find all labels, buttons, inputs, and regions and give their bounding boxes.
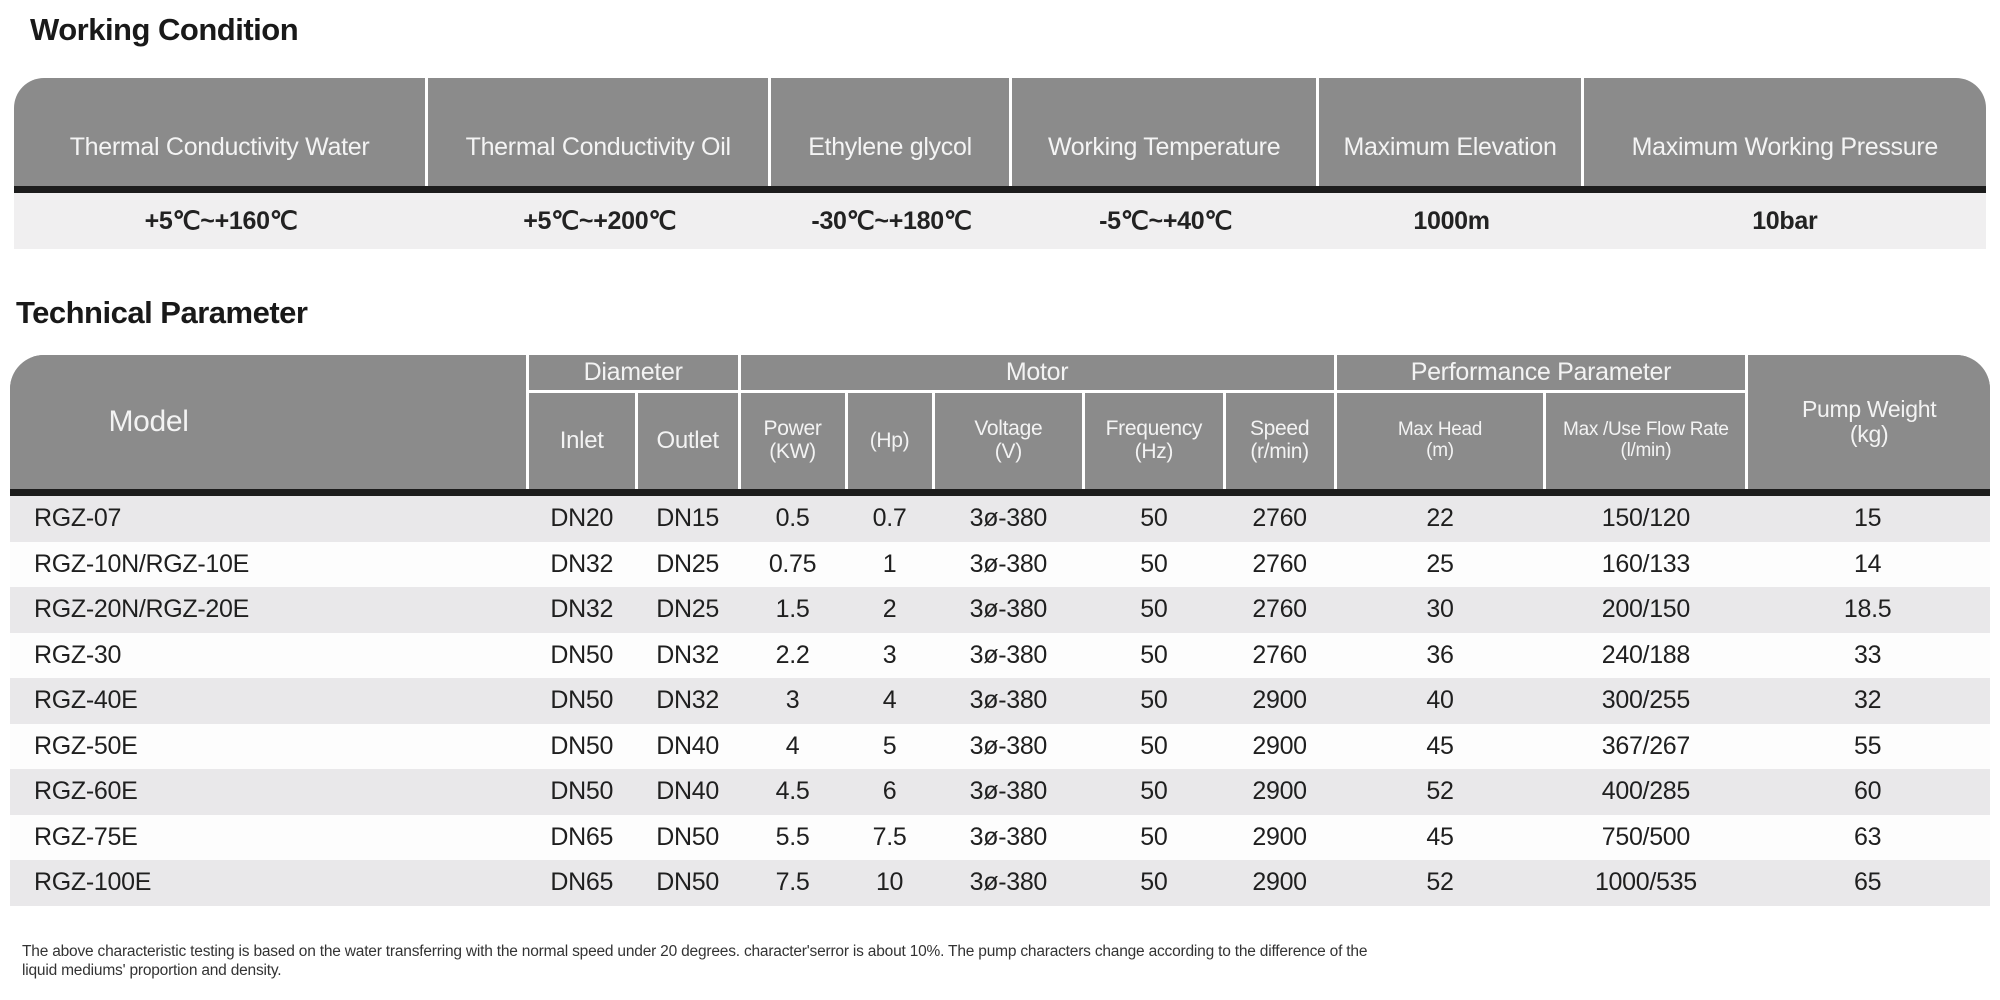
cell-inlet: DN20: [550, 504, 614, 533]
pump-weight-line1: Pump Weight: [1801, 395, 1937, 422]
cell-outlet: DN25: [656, 595, 719, 624]
cell-speed: 2760: [1252, 549, 1307, 578]
cell-hp: 2: [882, 595, 897, 624]
cell-pump-weight: 33: [1854, 640, 1882, 669]
table-row: [10, 724, 1990, 770]
performance-group-header: Performance Parameter: [1337, 355, 1749, 393]
cell-model: RGZ-100E: [34, 868, 152, 897]
cell-voltage: 3ø-380: [969, 777, 1048, 806]
cell-speed: 2760: [1252, 640, 1307, 669]
cell-flow-rate: 200/150: [1601, 595, 1691, 624]
cell-power-kw: 3: [785, 686, 800, 715]
cell-max-head: 45: [1426, 822, 1454, 851]
cell-hp: 5: [882, 731, 897, 760]
cell-pump-weight: 32: [1854, 686, 1882, 715]
working-condition-value-row: [14, 193, 1986, 249]
table-row: [10, 769, 1990, 815]
cell-flow-rate: 300/255: [1601, 686, 1691, 715]
cell-power-kw: 0.5: [775, 504, 810, 533]
table-row: [10, 496, 1990, 542]
cell-flow-rate: 240/188: [1601, 640, 1691, 669]
cell-pump-weight: 14: [1854, 549, 1882, 578]
cell-hp: 6: [882, 777, 897, 806]
sub-header-line1: (Hp): [869, 428, 910, 452]
cell-pump-weight: 15: [1854, 504, 1882, 533]
working-condition-title: Working Condition: [30, 12, 299, 47]
working-condition-header-row: [14, 78, 1986, 193]
technical-parameter-body: [10, 496, 1990, 906]
sub-header-line2: (r/min): [1250, 440, 1309, 463]
sub-header: [1337, 393, 1547, 489]
working-condition-column-header: Thermal Conductivity Water: [14, 78, 428, 186]
motor-group-header: Motor: [741, 355, 1337, 393]
diameter-group-header: Diameter: [529, 355, 741, 393]
pump-weight-header: [1748, 355, 1990, 489]
cell-outlet: DN32: [656, 640, 719, 669]
cell-flow-rate: 400/285: [1601, 777, 1691, 806]
sub-header-line1: Power: [763, 417, 822, 441]
cell-voltage: 3ø-380: [969, 686, 1048, 715]
cell-pump-weight: 63: [1854, 822, 1882, 851]
pump-weight-line2: (kg): [1849, 421, 1889, 447]
cell-frequency: 50: [1140, 777, 1168, 806]
cell-model: RGZ-07: [34, 504, 122, 533]
technical-parameter-title: Technical Parameter: [16, 295, 308, 330]
cell-max-head: 52: [1426, 868, 1454, 897]
technical-parameter-header: [10, 355, 1990, 496]
working-condition-value: -5℃~+40℃: [1099, 207, 1233, 235]
cell-hp: 1: [882, 549, 897, 578]
cell-hp: 10: [875, 868, 904, 897]
sub-header-line1: Voltage: [974, 417, 1043, 441]
cell-voltage: 3ø-380: [969, 822, 1048, 851]
cell-model: RGZ-30: [34, 640, 122, 669]
cell-voltage: 3ø-380: [969, 868, 1048, 897]
cell-speed: 2900: [1252, 777, 1307, 806]
sub-header-line1: Outlet: [656, 427, 719, 455]
cell-inlet: DN50: [550, 686, 614, 715]
cell-inlet: DN32: [550, 595, 614, 624]
cell-speed: 2760: [1252, 504, 1307, 533]
cell-outlet: DN50: [656, 868, 719, 897]
cell-outlet: DN50: [656, 822, 719, 851]
cell-model: RGZ-40E: [34, 686, 138, 715]
cell-max-head: 22: [1426, 504, 1454, 533]
cell-flow-rate: 1000/535: [1594, 868, 1697, 897]
sub-header-line1: Inlet: [559, 427, 604, 455]
cell-speed: 2900: [1252, 731, 1307, 760]
model-header: Model: [10, 355, 529, 489]
cell-voltage: 3ø-380: [969, 504, 1048, 533]
working-condition-value: -30℃~+180℃: [811, 207, 972, 235]
cell-inlet: DN50: [550, 777, 614, 806]
cell-frequency: 50: [1140, 549, 1168, 578]
working-condition-column-header: Working Temperature: [1012, 78, 1320, 186]
cell-hp: 4: [882, 686, 897, 715]
cell-speed: 2900: [1252, 686, 1307, 715]
sub-header-line2: (V): [994, 440, 1022, 463]
cell-max-head: 45: [1426, 731, 1454, 760]
cell-pump-weight: 60: [1854, 777, 1882, 806]
cell-inlet: DN32: [550, 549, 614, 578]
cell-max-head: 52: [1426, 777, 1454, 806]
cell-power-kw: 7.5: [775, 868, 810, 897]
table-row: [10, 815, 1990, 861]
cell-voltage: 3ø-380: [969, 549, 1048, 578]
cell-model: RGZ-50E: [34, 731, 138, 760]
sub-header-line1: Frequency: [1105, 417, 1203, 441]
table-row: [10, 542, 1990, 588]
sub-header: [529, 393, 638, 489]
cell-frequency: 50: [1140, 868, 1168, 897]
cell-power-kw: 4: [785, 731, 800, 760]
sub-header-line2: (Hz): [1134, 440, 1174, 463]
cell-power-kw: 1.5: [775, 595, 810, 624]
cell-power-kw: 5.5: [775, 822, 810, 851]
cell-max-head: 36: [1426, 640, 1454, 669]
cell-flow-rate: 160/133: [1601, 549, 1691, 578]
cell-flow-rate: 150/120: [1601, 504, 1691, 533]
cell-flow-rate: 367/267: [1601, 731, 1691, 760]
cell-max-head: 40: [1426, 686, 1454, 715]
sub-header: [848, 393, 935, 489]
cell-hp: 3: [882, 640, 897, 669]
sub-header: [935, 393, 1085, 489]
cell-model: RGZ-60E: [34, 777, 138, 806]
working-condition-table: [14, 78, 1986, 249]
working-condition-value: +5℃~+200℃: [523, 207, 677, 235]
cell-power-kw: 4.5: [775, 777, 810, 806]
sub-header-line1: Max Head: [1397, 419, 1483, 441]
table-row: [10, 587, 1990, 633]
working-condition-column-header: Ethylene glycol: [771, 78, 1012, 186]
cell-inlet: DN50: [550, 640, 614, 669]
cell-speed: 2900: [1252, 822, 1307, 851]
working-condition-column-header: Maximum Elevation: [1319, 78, 1583, 186]
cell-max-head: 30: [1426, 595, 1454, 624]
cell-power-kw: 2.2: [775, 640, 810, 669]
cell-frequency: 50: [1140, 504, 1168, 533]
cell-inlet: DN65: [550, 822, 614, 851]
working-condition-value: 10bar: [1752, 206, 1818, 235]
sub-header: [741, 393, 848, 489]
cell-frequency: 50: [1140, 595, 1168, 624]
cell-model: RGZ-10N/RGZ-10E: [34, 549, 249, 578]
cell-outlet: DN40: [656, 731, 719, 760]
cell-voltage: 3ø-380: [969, 595, 1048, 624]
technical-parameter-table: [10, 355, 1990, 906]
cell-max-head: 25: [1426, 549, 1454, 578]
table-row: [10, 633, 1990, 679]
sub-header-line2: (KW): [769, 440, 816, 463]
cell-voltage: 3ø-380: [969, 640, 1048, 669]
sub-header: [1085, 393, 1226, 489]
working-condition-value: 1000m: [1413, 206, 1490, 235]
cell-frequency: 50: [1140, 822, 1168, 851]
sub-header: [1226, 393, 1337, 489]
cell-outlet: DN32: [656, 686, 719, 715]
cell-hp: 0.7: [872, 504, 907, 533]
cell-hp: 7.5: [872, 822, 907, 851]
working-condition-column-header: Maximum Working Pressure: [1631, 133, 1938, 161]
cell-model: RGZ-75E: [34, 822, 138, 851]
cell-frequency: 50: [1140, 640, 1168, 669]
cell-flow-rate: 750/500: [1601, 822, 1691, 851]
cell-frequency: 50: [1140, 686, 1168, 715]
sub-header-line2: (l/min): [1620, 440, 1672, 461]
cell-speed: 2760: [1252, 595, 1307, 624]
cell-inlet: DN65: [550, 868, 614, 897]
footnote: The above characteristic testing is based on the water transferring with the normal speed under 20 degrees. character'serror is about 10%. The pump characters change according to the difference of the liquid mediums' proportion and density.: [22, 942, 1368, 979]
cell-outlet: DN40: [656, 777, 719, 806]
cell-outlet: DN15: [656, 504, 719, 533]
cell-frequency: 50: [1140, 731, 1168, 760]
table-row: [10, 860, 1990, 906]
sub-header-line1: Max /Use Flow Rate: [1563, 419, 1729, 441]
cell-power-kw: 0.75: [768, 549, 817, 578]
cell-pump-weight: 65: [1854, 868, 1882, 897]
sub-header: [1546, 393, 1748, 489]
cell-model: RGZ-20N/RGZ-20E: [34, 595, 249, 624]
cell-pump-weight: 55: [1854, 731, 1882, 760]
sub-header-line1: Speed: [1249, 417, 1310, 441]
table-row: [10, 678, 1990, 724]
sub-header-line2: (m): [1426, 440, 1454, 461]
sub-header: [638, 393, 741, 489]
working-condition-column-header: Thermal Conductivity Oil: [428, 78, 771, 186]
cell-inlet: DN50: [550, 731, 614, 760]
cell-outlet: DN25: [656, 549, 719, 578]
working-condition-value: +5℃~+160℃: [144, 207, 298, 235]
cell-voltage: 3ø-380: [969, 731, 1048, 760]
cell-pump-weight: 18.5: [1843, 595, 1892, 624]
cell-speed: 2900: [1252, 868, 1307, 897]
